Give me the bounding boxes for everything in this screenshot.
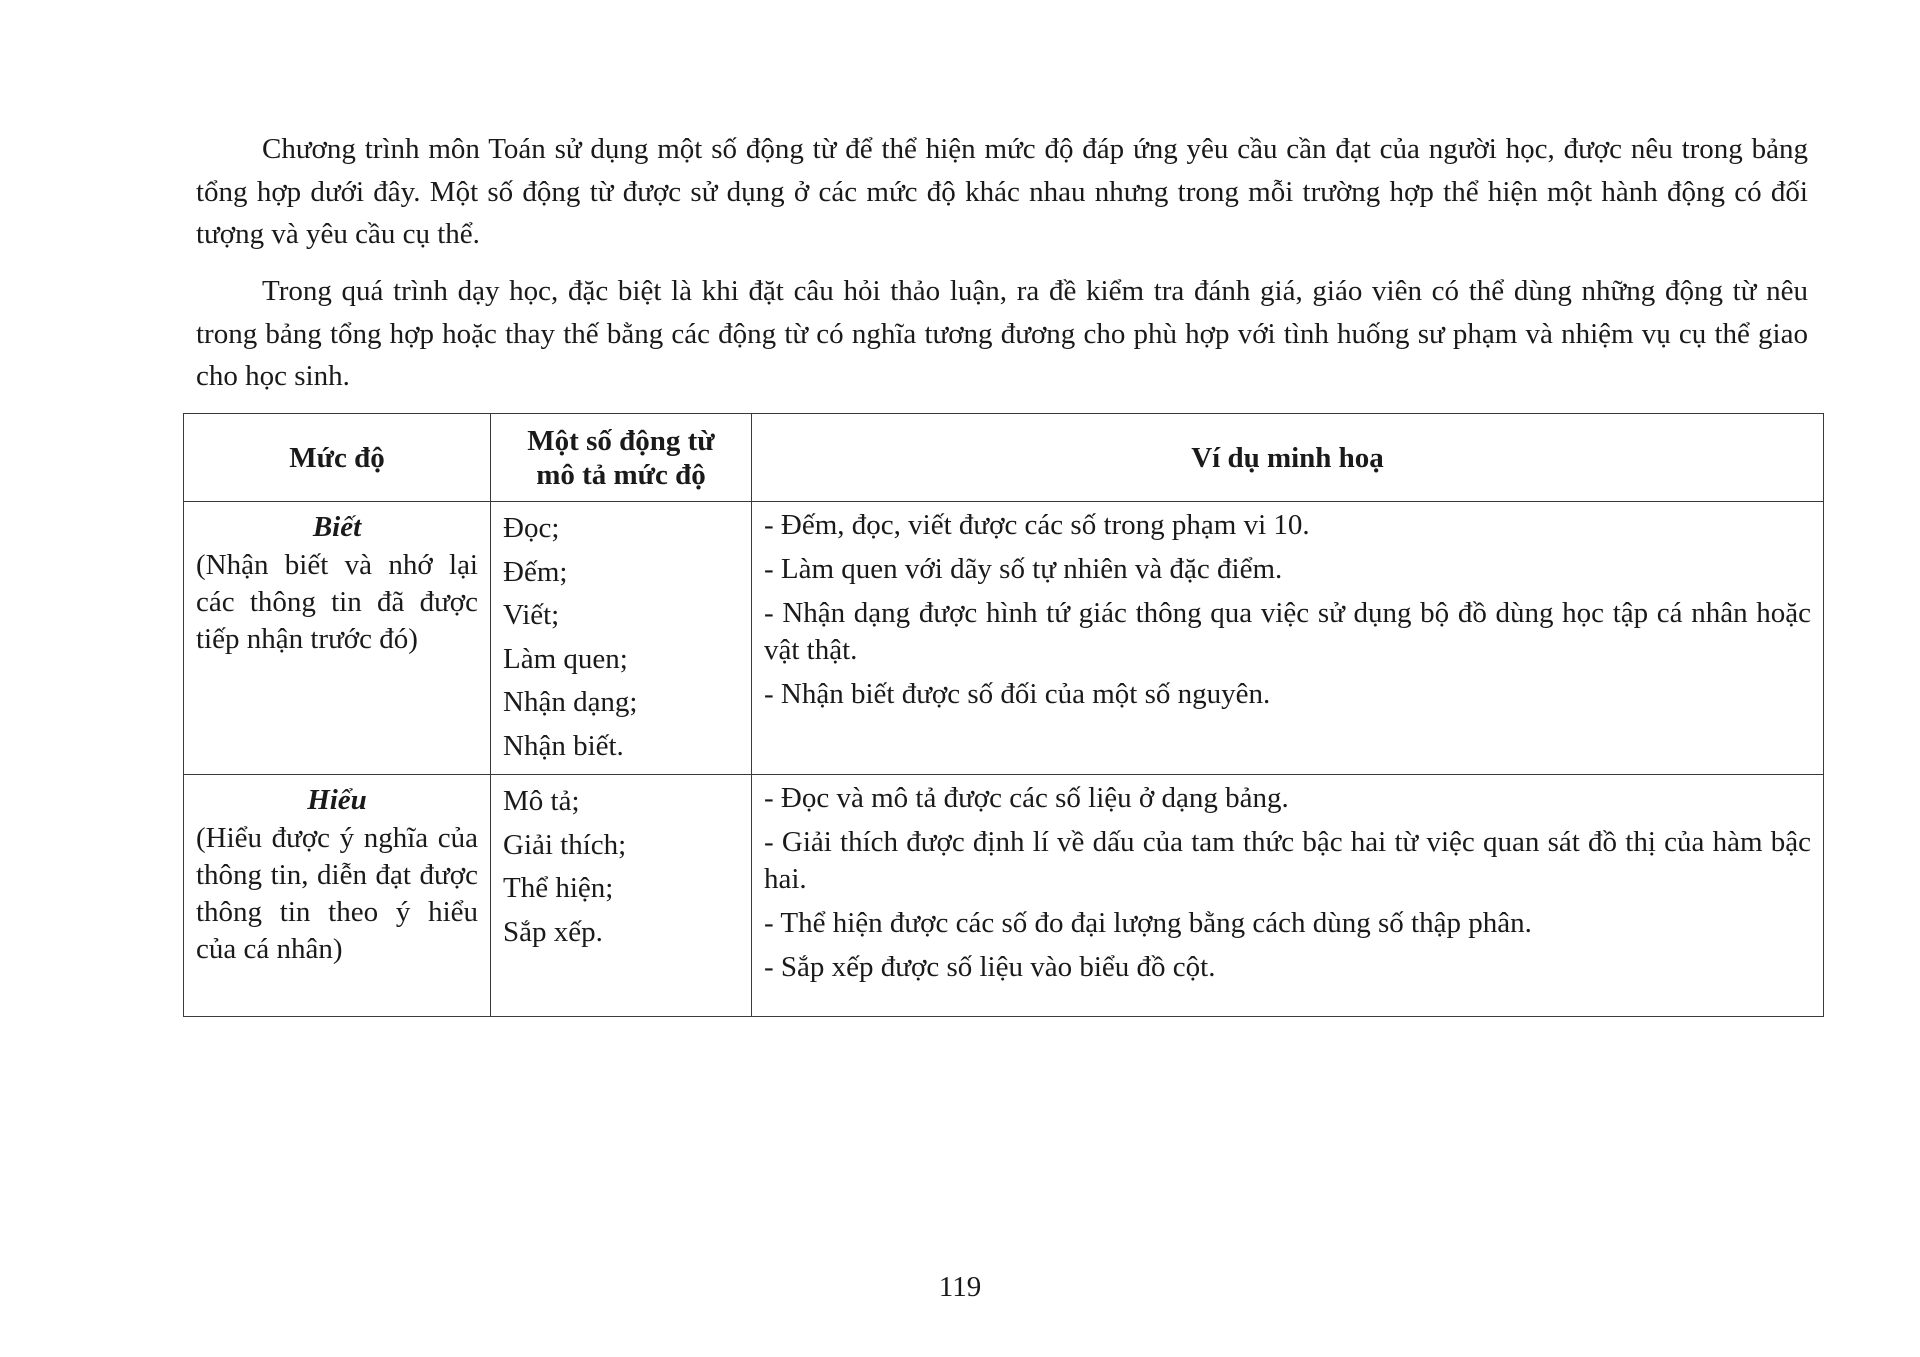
verb-item: Đọc;	[503, 512, 560, 544]
verb-item: Làm quen;	[503, 642, 628, 675]
verb-item: Nhận biết.	[503, 729, 624, 762]
verb-item: Viết;	[503, 599, 560, 631]
example-item: - Đếm, đọc, viết được các số trong phạm vi 10.	[764, 509, 1310, 541]
verbs-cell	[491, 502, 752, 775]
verb-item: Thể hiện;	[503, 872, 614, 904]
page-number: 119	[938, 1271, 982, 1303]
verb-item: Sắp xếp.	[503, 915, 603, 948]
level-name: Hiểu	[307, 784, 367, 816]
intro-paragraph-2: Trong quá trình dạy học, đặc biệt là khi đặt câu hỏi thảo luận, ra đề kiểm tra đánh giá, giáo viên có thể dùng những động từ nêu trong bảng tổng hợp hoặc thay thế bằng các động từ có nghĩa tương đương cho phù hợp với tình huống sư phạm và nhiệm vụ cụ thể giao cho học sinh.	[196, 275, 1808, 392]
example-item: - Đọc và mô tả được các số liệu ở dạng bảng.	[764, 782, 1289, 814]
table-header-row	[184, 414, 1824, 502]
example-item: - Nhận dạng được hình tứ giác thông qua việc sử dụng bộ đồ dùng học tập cá nhân hoặc vật thật.	[764, 597, 1811, 666]
header-level: Mức độ	[184, 414, 491, 502]
example-item: - Thể hiện được các số đo đại lượng bằng cách dùng số thập phân.	[764, 907, 1532, 939]
header-verbs-line1: Một số động từ	[527, 424, 715, 457]
example-item: - Làm quen với dãy số tự nhiên và đặc điểm.	[764, 553, 1283, 585]
examples-cell	[752, 775, 1824, 1017]
level-name: Biết	[312, 511, 362, 543]
verb-item: Đếm;	[503, 555, 568, 588]
verb-levels-table	[183, 413, 1824, 1017]
table-row	[184, 775, 1824, 1017]
verb-item: Nhận dạng;	[503, 686, 638, 718]
header-examples: Ví dụ minh hoạ	[752, 414, 1824, 502]
verb-item: Giải thích;	[503, 828, 627, 861]
table-row	[184, 502, 1824, 775]
header-verbs-line2: mô tả mức độ	[536, 458, 706, 491]
verbs-cell	[491, 775, 752, 1017]
level-description: (Hiểu được ý nghĩa của thông tin, diễn đạt được thông tin theo ý hiểu của cá nhân)	[196, 822, 478, 965]
examples-cell	[752, 502, 1824, 775]
header-verbs	[491, 414, 752, 502]
level-description: (Nhận biết và nhớ lại các thông tin đã được tiếp nhận trước đó)	[196, 549, 478, 655]
example-item: - Nhận biết được số đối của một số nguyên.	[764, 678, 1271, 710]
example-item: - Giải thích được định lí về dấu của tam thức bậc hai từ việc quan sát đồ thị của hàm bậc hai.	[764, 826, 1811, 895]
verb-item: Mô tả;	[503, 785, 580, 817]
level-cell	[184, 775, 491, 1017]
example-item: - Sắp xếp được số liệu vào biểu đồ cột.	[764, 951, 1216, 983]
level-cell	[184, 502, 491, 775]
intro-paragraph-1: Chương trình môn Toán sử dụng một số động từ để thể hiện mức độ đáp ứng yêu cầu cần đạt của người học, được nêu trong bảng tổng hợp dưới đây. Một số động từ được sử dụng ở các mức độ khác nhau nhưng trong mỗi trường hợp thể hiện một hành động có đối tượng và yêu cầu cụ thể.	[196, 133, 1808, 250]
